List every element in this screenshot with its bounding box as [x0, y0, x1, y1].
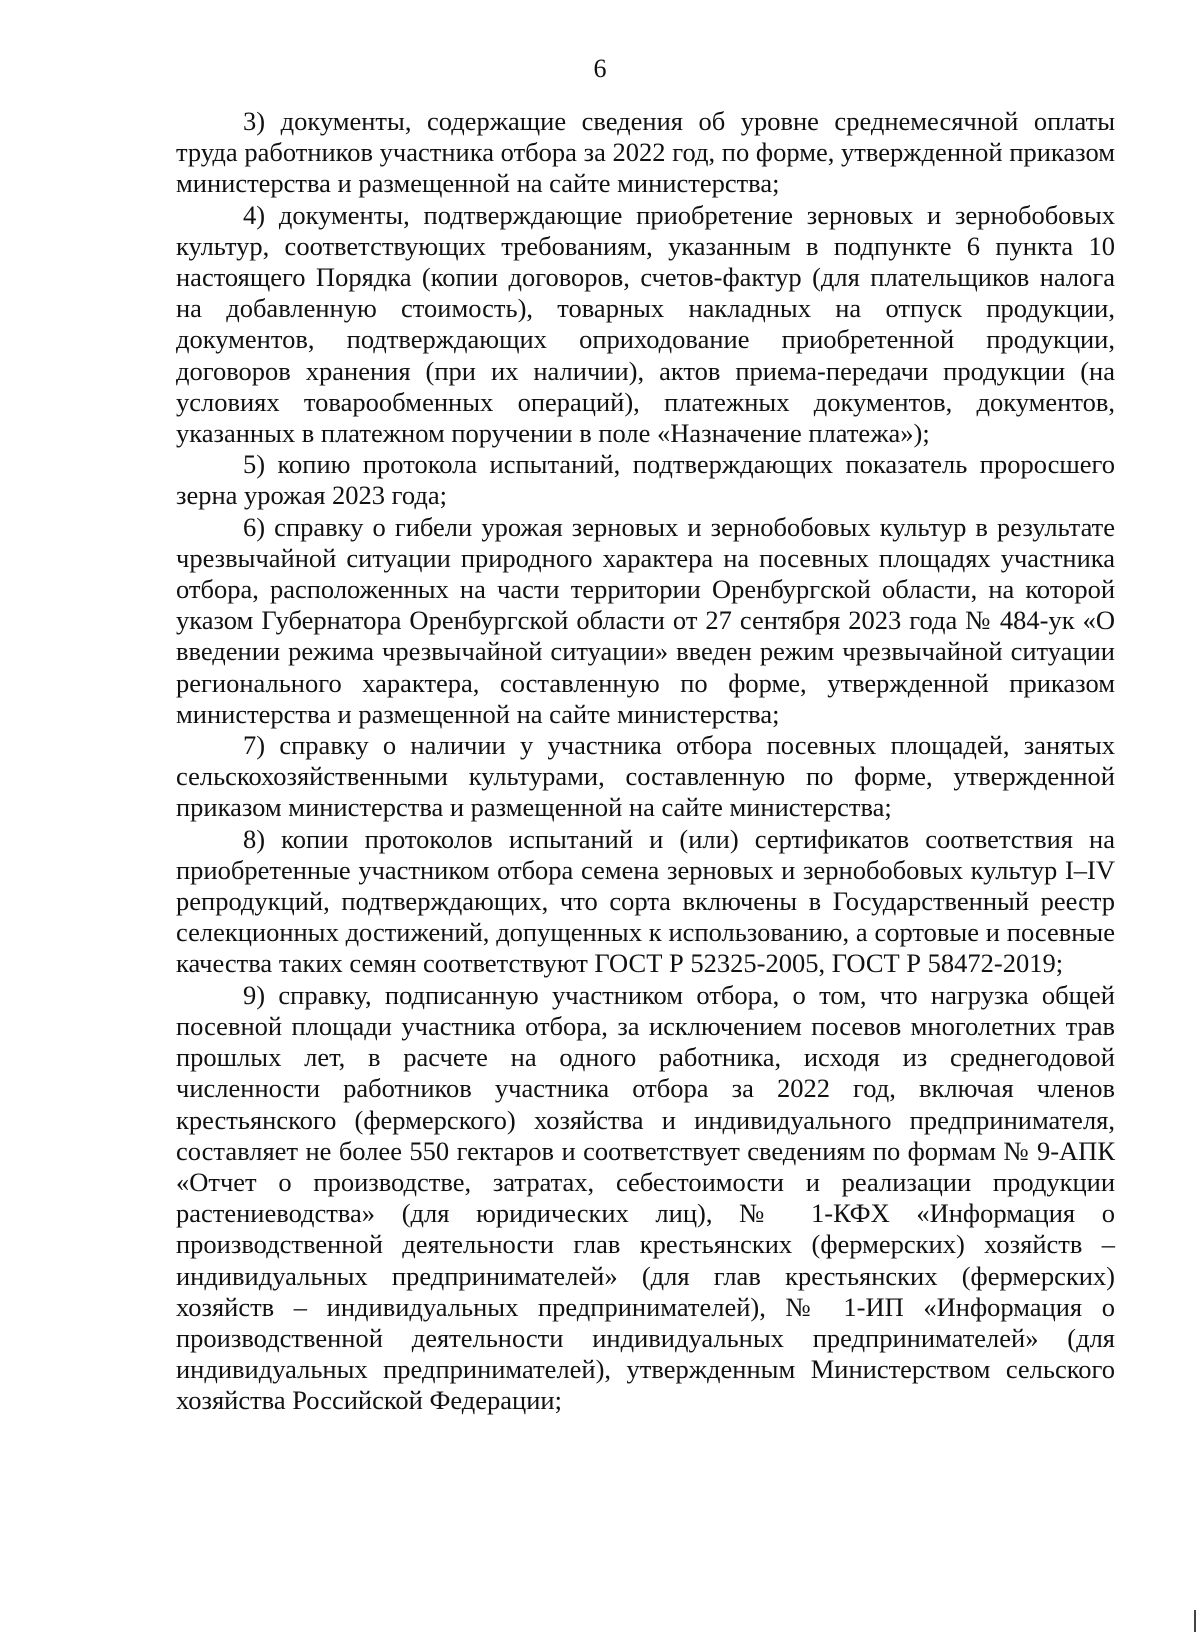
document-body	[176, 106, 1115, 1417]
list-item-6: 6) справку о гибели урожая зерновых и зернобобовых культур в результате чрезвычайной ситуации природного характера на посевных площадях участника отбора, расположенных на части территории Оренбургской области, на которой указом Губернатора Оренбургской области от 27 сентября 2023 года № 484-ук «О введении режима чрезвычайной ситуации» введен режим чрезвычайной ситуации регионального характера, составленную по форме, утвержденной приказом министерства и размещенной на сайте министерства;	[176, 511, 1115, 729]
list-item-7: 7) справку о наличии у участника отбора посевных площадей, занятых сельскохозяйственными культурами, составленную по форме, утвержденной приказом министерства и размещенной на сайте министерства;	[176, 730, 1115, 823]
page-number: 6	[593, 54, 607, 83]
list-item-4: 4) документы, подтверждающие приобретение зерновых и зернобобовых культур, соответствующих требованиям, указанным в подпункте 6 пункта 10 настоящего Порядка (копии договоров, счетов-фактур (для плательщиков налога на добавленную стоимость), товарных накладных на отпуск продукции, документов, подтверждающих оприходование приобретенной продукции, договоров хранения (при их наличии), актов приема-передачи продукции (на условиях товарообменных операций), платежных документов, документов, указанных в платежном поручении в поле «Назначение платежа»);	[176, 199, 1115, 449]
list-item-8: 8) копии протоколов испытаний и (или) сертификатов соответствия на приобретенные участником отбора семена зерновых и зернобобовых культур I–IV репродукций, подтверждающих, что сорта включены в Государственный реестр селекционных достижений, допущенных к использованию, а сортовые и посевные качества таких семян соответствуют ГОСТ Р 52325-2005, ГОСТ Р 58472-2019;	[176, 823, 1115, 979]
scan-edge-mark	[1194, 1610, 1196, 1632]
list-item-9: 9) справку, подписанную участником отбора, о том, что нагрузка общей посевной площади участника отбора, за исключением посевов многолетних трав прошлых лет, в расчете на одного работника, исходя из среднегодовой численности работников участника отбора за 2022 год, включая членов крестьянского (фермерского) хозяйства и индивидуального предпринимателя, составляет не более 550 гектаров и соответствует сведениям по формам № 9-АПК «Отчет о производстве, затратах, себестоимости и реализации продукции растениеводства» (для юридических лиц), № 1-КФХ «Информация о производственной деятельности глав крестьянских (фермерских) хозяйств – индивидуальных предпринимателей» (для глав крестьянских (фермерских) хозяйств – индивидуальных предпринимателей), № 1-ИП «Информация о производственной деятельности индивидуальных предпринимателей» (для индивидуальных предпринимателей), утвержденным Министерством сельского хозяйства Российской Федерации;	[176, 979, 1115, 1416]
list-item-3: 3) документы, содержащие сведения об уровне среднемесячной оплаты труда работников участника отбора за 2022 год, по форме, утвержденной приказом министерства и размещенной на сайте министерства;	[176, 106, 1115, 199]
list-item-5: 5) копию протокола испытаний, подтверждающих показатель проросшего зерна урожая 2023 года;	[176, 449, 1115, 511]
